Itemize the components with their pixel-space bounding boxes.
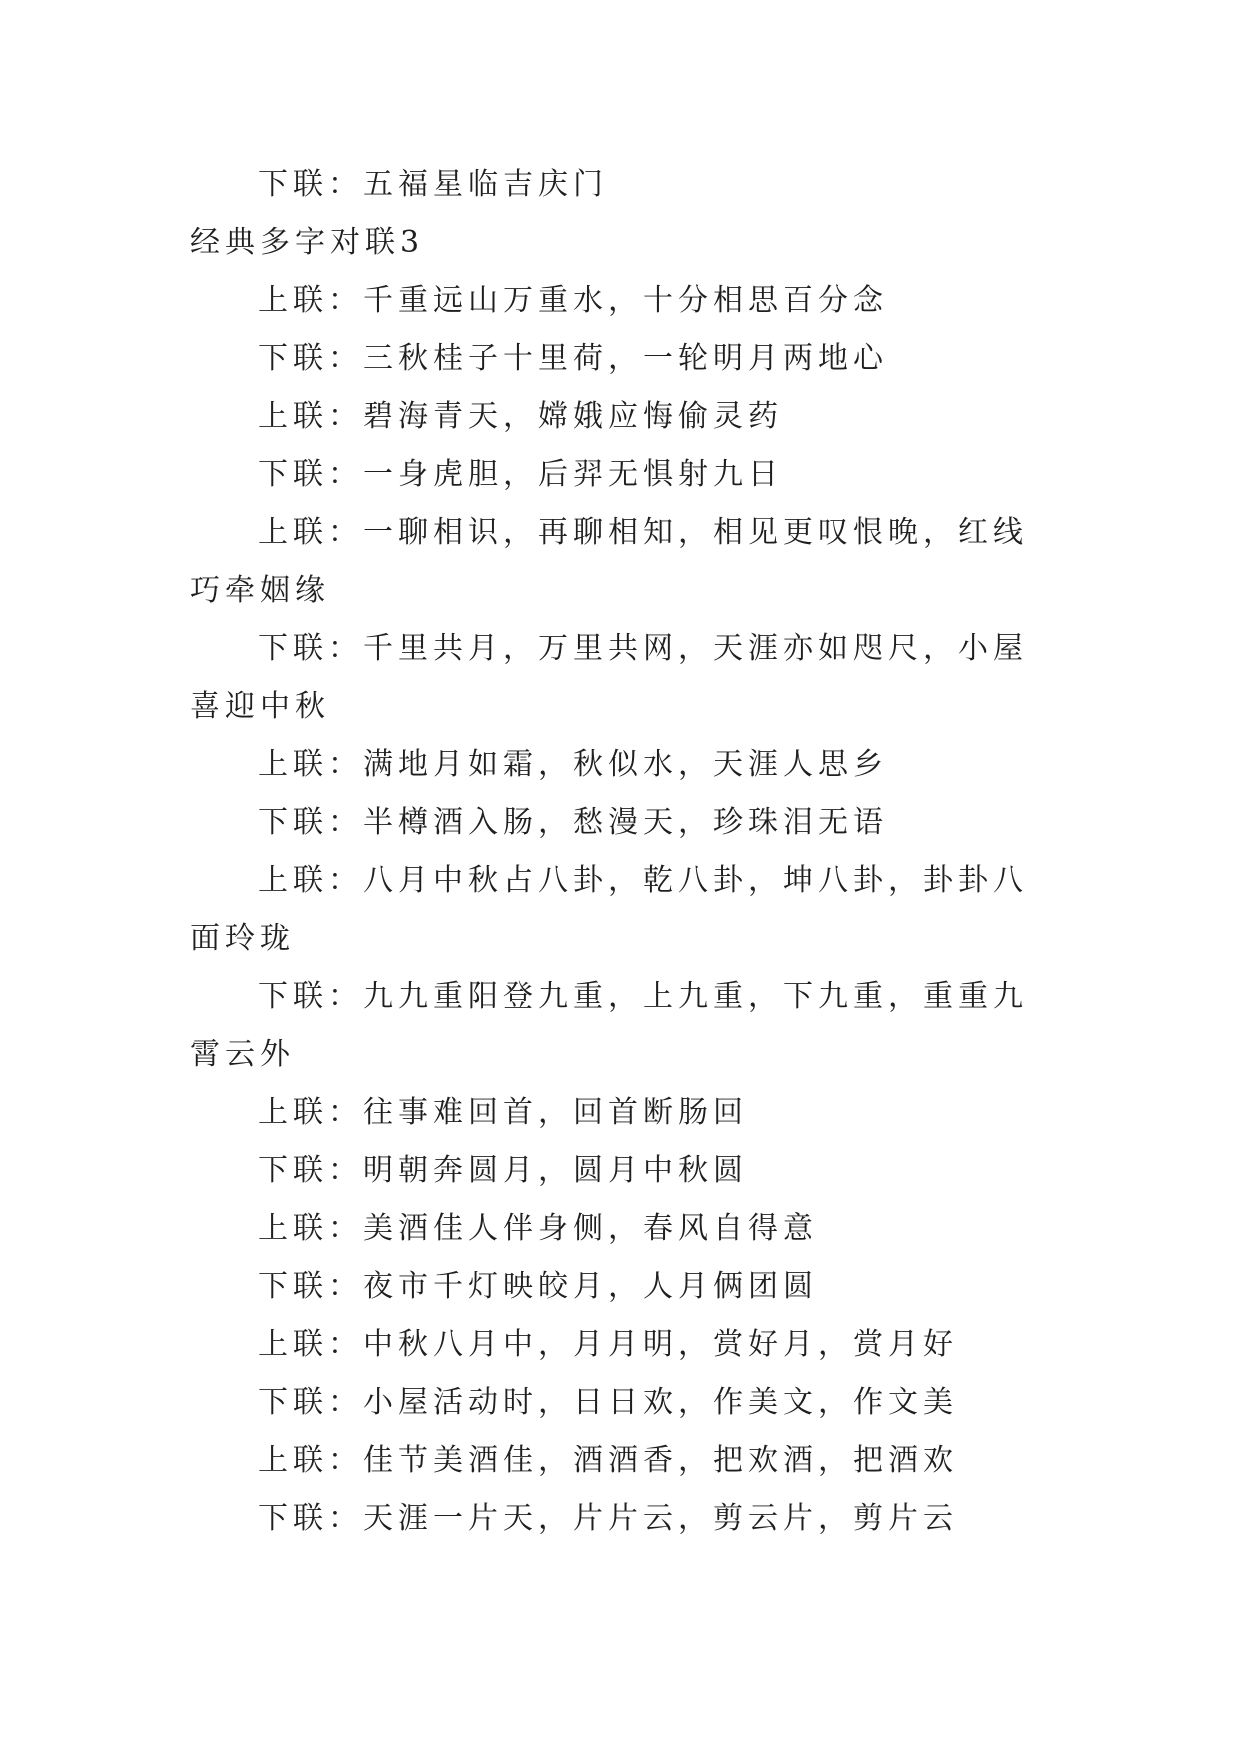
couplet-line: 上联：千重远山万重水，十分相思百分念 xyxy=(258,283,888,318)
couplet-line: 下联：九九重阳登九重，上九重，下九重，重重九霄云外 xyxy=(190,979,1028,1072)
couplet-line: 上联：往事难回首，回首断肠回 xyxy=(258,1095,748,1130)
couplet-line: 下联：夜市千灯映皎月，人月俩团圆 xyxy=(258,1269,818,1304)
couplet-line: 下联：小屋活动时，日日欢，作美文，作文美 xyxy=(258,1385,958,1420)
couplet-line: 下联：五福星临吉庆门 xyxy=(258,167,608,202)
couplet-line: 上联：中秋八月中，月月明，赏好月，赏月好 xyxy=(258,1327,958,1362)
couplet-line: 下联：天涯一片天，片片云，剪云片，剪片云 xyxy=(258,1501,958,1536)
couplet-line: 下联：一身虎胆，后羿无惧射九日 xyxy=(258,457,783,492)
couplet-line: 下联：半樽酒入肠，愁漫天，珍珠泪无语 xyxy=(258,805,888,840)
couplet-line: 上联：碧海青天，嫦娥应悔偷灵药 xyxy=(258,399,783,434)
couplet-line: 下联：明朝奔圆月，圆月中秋圆 xyxy=(258,1153,748,1188)
couplet-line: 上联：美酒佳人伴身侧，春风自得意 xyxy=(258,1211,818,1246)
couplet-line: 下联：三秋桂子十里荷，一轮明月两地心 xyxy=(258,341,888,376)
couplet-line: 上联：满地月如霜，秋似水，天涯人思乡 xyxy=(258,747,888,782)
couplet-line: 上联：佳节美酒佳，酒酒香，把欢酒，把酒欢 xyxy=(258,1443,958,1478)
couplet-line: 上联：一聊相识，再聊相知，相见更叹恨晚，红线巧牵姻缘 xyxy=(190,515,1028,608)
document-body xyxy=(190,156,1050,1548)
couplet-line: 下联：千里共月，万里共网，天涯亦如咫尺，小屋喜迎中秋 xyxy=(190,631,1028,724)
section-heading: 经典多字对联3 xyxy=(190,225,425,260)
couplet-line: 上联：八月中秋占八卦，乾八卦，坤八卦，卦卦八面玲珑 xyxy=(190,863,1028,956)
